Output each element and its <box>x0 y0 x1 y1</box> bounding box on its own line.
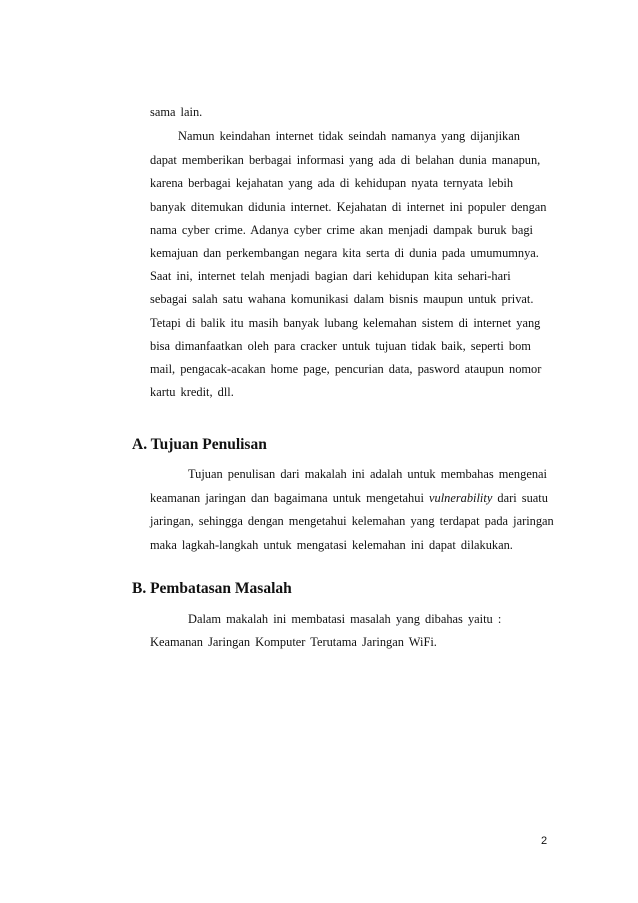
section-heading-pembatasan: B. Pembatasan Masalah <box>132 580 292 597</box>
page-number: 2 <box>541 835 548 847</box>
paragraph-line: kemajuan dan perkembangan negara kita serta di dunia pada umumumnya. <box>150 246 539 260</box>
paragraph-line: kartu kredit, dll. <box>150 385 234 399</box>
paragraph-line: Namun keindahan internet tidak seindah namanya yang dijanjikan <box>178 129 520 143</box>
paragraph-line: Tetapi di balik itu masih banyak lubang kelemahan sistem di internet yang <box>150 316 541 330</box>
paragraph-line: Keamanan Jaringan Komputer Terutama Jaringan WiFi. <box>150 635 437 649</box>
paragraph-line: sama lain. <box>150 105 203 119</box>
paragraph-line: Tujuan penulisan dari makalah ini adalah untuk membahas mengenai <box>188 467 547 481</box>
paragraph-line: maka lagkah-langkah untuk mengatasi kelemahan ini dapat dilakukan. <box>150 538 513 552</box>
paragraph-line: Saat ini, internet telah menjadi bagian dari kehidupan kita sehari-hari <box>150 269 511 283</box>
paragraph-line: karena berbagai kejahatan yang ada di kehidupan nyata ternyata lebih <box>150 176 514 190</box>
paragraph-line: sebagai salah satu wahana komunikasi dalam bisnis maupun untuk privat. <box>150 292 534 306</box>
section-heading-tujuan: A. Tujuan Penulisan <box>132 436 267 453</box>
text-segment: keamanan jaringan dan bagaimana untuk mengetahui <box>150 491 429 505</box>
paragraph-line: bisa dimanfaatkan oleh para cracker untuk tujuan tidak baik, seperti bom <box>150 339 531 353</box>
paragraph-line: dapat memberikan berbagai informasi yang ada di belahan dunia manapun, <box>150 153 541 167</box>
paragraph-line: nama cyber crime. Adanya cyber crime akan menjadi dampak buruk bagi <box>150 223 533 237</box>
italic-term: vulnerability <box>429 491 493 505</box>
paragraph-line: Dalam makalah ini membatasi masalah yang dibahas yaitu : <box>188 612 502 626</box>
paragraph-line: jaringan, sehingga dengan mengetahui kelemahan yang terdapat pada jaringan <box>150 514 554 528</box>
paragraph-line: mail, pengacak-acakan home page, pencurian data, pasword ataupun nomor <box>150 362 542 376</box>
text-segment: dari suatu <box>492 491 548 505</box>
paragraph-line: banyak ditemukan didunia internet. Kejahatan di internet ini populer dengan <box>150 200 547 214</box>
paragraph-line <box>150 490 548 506</box>
